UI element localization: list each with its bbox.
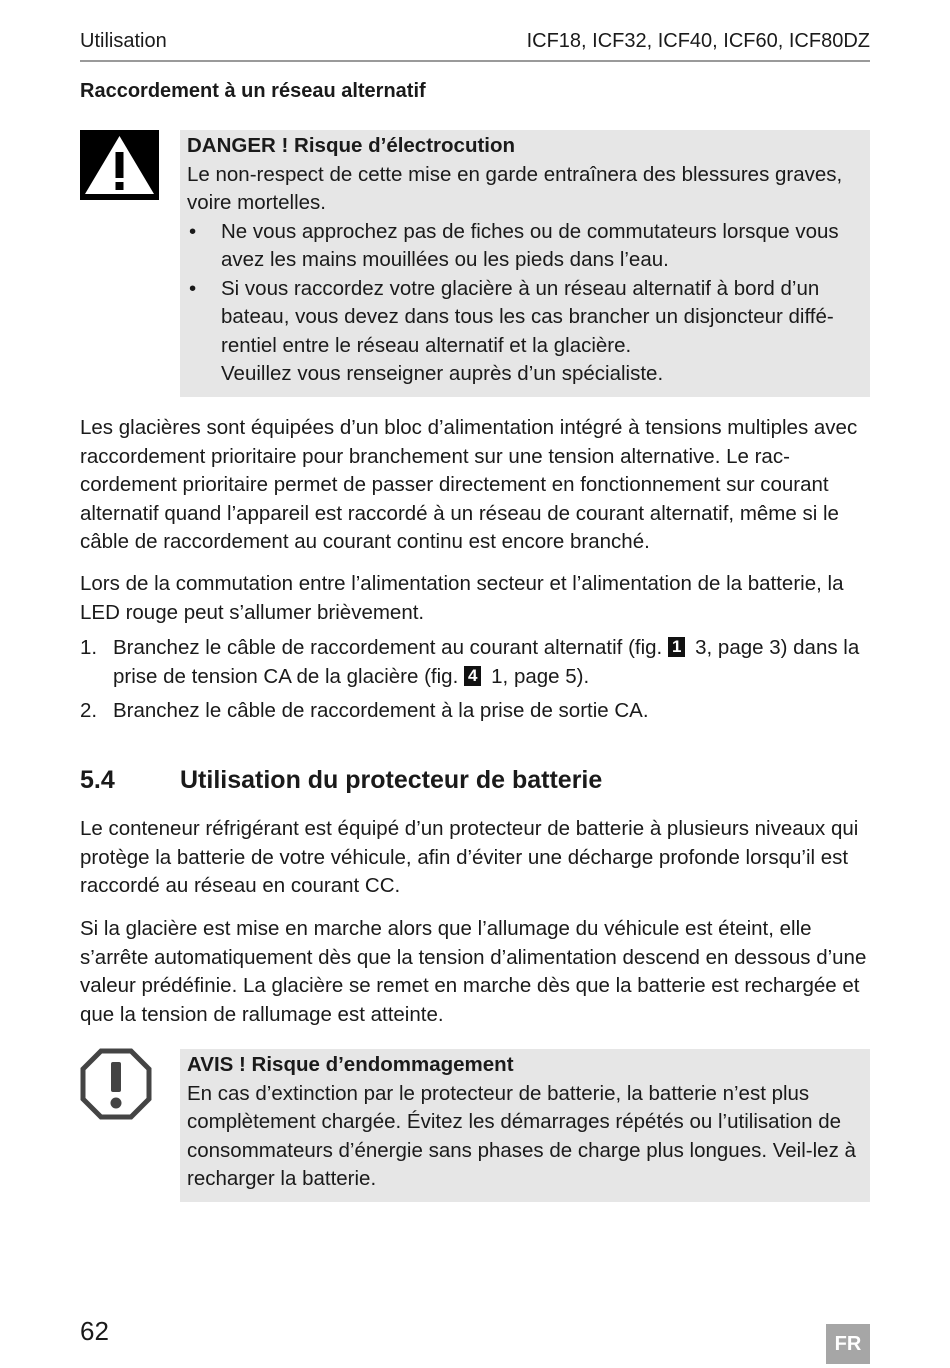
figure-ref-badge: 1 <box>668 637 685 657</box>
section-heading <box>80 766 602 795</box>
step-item <box>80 697 870 726</box>
step-number: 2. <box>80 699 98 722</box>
page-number: 62 <box>80 1316 109 1346</box>
section-number: 5.4 <box>80 766 115 794</box>
danger-box <box>180 130 870 397</box>
header-models: ICF18, ICF32, ICF40, ICF60, ICF80DZ <box>526 30 870 52</box>
page-header <box>80 30 870 62</box>
language-badge: FR <box>826 1324 870 1364</box>
step-text: 1, page 5). <box>491 664 590 688</box>
warning-triangle-icon <box>80 130 159 200</box>
section-title: Utilisation du protecteur de batterie <box>180 766 603 794</box>
danger-bullet: • Ne vous approchez pas de fiches ou de commutateurs lorsque vous avez les mains mouillées ou les pieds dans l’eau. <box>187 218 862 275</box>
notice-box <box>180 1049 870 1202</box>
step-number: 1. <box>80 636 98 659</box>
notice-text: En cas d’extinction par le protecteur de batterie, la batterie n’est plus complètement chargée. Évitez les démarrages répétés ou l’utilisation de consommateurs d’énergie sans phases de charge plus longues. Veil-lez à recharger la batterie. <box>187 1081 856 1190</box>
body-paragraph: Si la glacière est mise en marche alors que l’allumage du véhicule est éteint, elle s’arrête automatiquement dès que la tension d’alimentation descend en dessous d’une valeur prédéfinie. La glacière se remet en marche dès que la batterie est rechargée et que la tension de rallumage est atteinte. <box>80 917 867 1026</box>
figure-ref-badge: 4 <box>464 666 481 686</box>
notice-octagon-icon <box>80 1048 159 1120</box>
step-item <box>80 634 870 691</box>
danger-bullet <box>187 275 862 389</box>
notice-title: AVIS ! Risque d’endommagement <box>187 1053 514 1076</box>
step-text: 3, page 3) dans la prise de tension CA de la glacière (fig. <box>113 636 860 688</box>
danger-text: Le non-respect de cette mise en garde entraînera des blessures graves, voire mortelles. <box>187 162 843 214</box>
danger-bullet-text: Si vous raccordez votre glacière à un réseau alternatif à bord d’un bateau, vous devez dans tous les cas brancher un disjoncteur diffé-rentiel entre le réseau alternatif et la glacière. <box>221 276 834 357</box>
body-paragraph: Les glacières sont équipées d’un bloc d’alimentation intégré à tensions multiples avec raccordement prioritaire pour branchement sur une tension alternative. Le rac-cordement prioritaire permet de passer directement en fonctionnement sur courant alternatif quand l’appareil est raccordé à un réseau de courant alternatif, même si le câble de raccordement au courant continu est encore branché. <box>80 416 858 553</box>
body-paragraph: Le conteneur réfrigérant est équipé d’un protecteur de batterie à plusieurs niveaux qui protège la batterie de votre véhicule, afin d’éviter une décharge profonde lorsqu’il est raccordé au réseau en courant CC. <box>80 817 859 897</box>
danger-title: DANGER ! Risque d’électrocution <box>187 134 516 157</box>
danger-bullet-note: Veuillez vous renseigner auprès d’un spécialiste. <box>221 362 664 385</box>
steps-list <box>80 634 870 732</box>
step-text: Branchez le câble de raccordement au courant alternatif (fig. <box>113 636 663 659</box>
header-section: Utilisation <box>80 30 167 52</box>
subheading: Raccordement à un réseau alternatif <box>80 80 426 102</box>
danger-bullets <box>187 218 862 389</box>
step-text: Branchez le câble de raccordement à la prise de sortie CA. <box>113 699 649 722</box>
body-paragraph: Lors de la commutation entre l’alimentation secteur et l’alimentation de la batterie, la LED rouge peut s’allumer brièvement. <box>80 572 844 624</box>
